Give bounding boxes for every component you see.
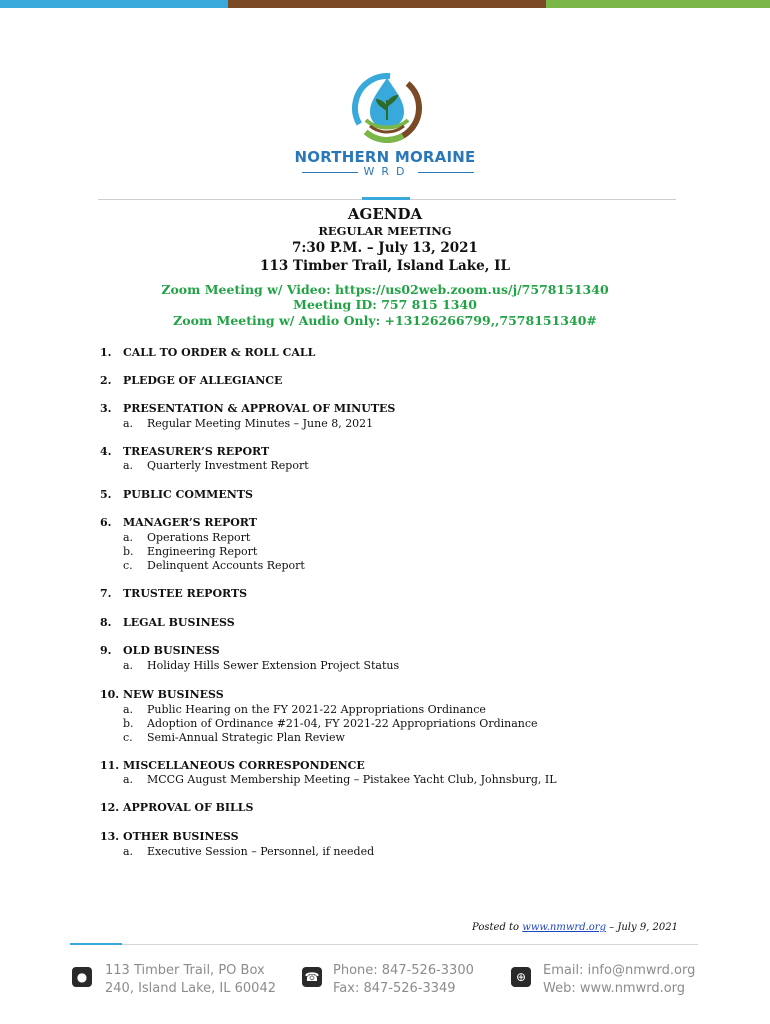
meeting-type: REGULAR MEETING bbox=[318, 224, 452, 238]
item-label: PLEDGE OF ALLEGIANCE bbox=[123, 374, 283, 387]
globe-icon: ⊕ bbox=[511, 967, 531, 987]
agenda-sub-item bbox=[123, 717, 538, 730]
sub-letter: b. bbox=[123, 545, 134, 558]
agenda-sub-item bbox=[123, 545, 257, 558]
agenda-item bbox=[100, 759, 365, 772]
sub-text: Delinquent Accounts Report bbox=[147, 559, 305, 572]
sub-text: Regular Meeting Minutes – June 8, 2021 bbox=[147, 417, 374, 430]
item-label: CALL TO ORDER & ROLL CALL bbox=[123, 346, 316, 359]
sub-letter: b. bbox=[123, 717, 134, 730]
posted-prefix: Posted to bbox=[472, 922, 523, 933]
agenda-sub-item bbox=[123, 703, 486, 716]
address-line-2: 240, Island Lake, IL 60042 bbox=[105, 981, 276, 996]
item-number: 13. bbox=[100, 830, 120, 843]
footer-rule-accent bbox=[70, 943, 122, 945]
sub-letter: a. bbox=[123, 773, 134, 786]
fax-line: Fax: 847-526-3349 bbox=[333, 981, 456, 996]
footer-phone bbox=[333, 962, 474, 998]
item-number: 11. bbox=[100, 759, 120, 772]
posted-note bbox=[472, 922, 678, 933]
top-bar-green bbox=[546, 0, 770, 8]
sub-letter: a. bbox=[123, 417, 134, 430]
top-bar-brown bbox=[228, 0, 546, 8]
meeting-address: 113 Timber Trail, Island Lake, IL bbox=[260, 258, 510, 274]
item-number: 10. bbox=[100, 688, 120, 701]
agenda-sub-item bbox=[123, 559, 305, 572]
sub-text: Engineering Report bbox=[147, 545, 258, 558]
sub-text: Executive Session – Personnel, if needed bbox=[147, 845, 375, 858]
agenda-item bbox=[100, 374, 282, 387]
agenda-sub-item bbox=[123, 773, 557, 786]
item-label: TRUSTEE REPORTS bbox=[123, 587, 248, 600]
agenda-item bbox=[100, 587, 247, 600]
item-number: 6. bbox=[100, 516, 112, 529]
item-label: TREASURER’S REPORT bbox=[123, 445, 270, 458]
agenda-item bbox=[100, 644, 220, 657]
posted-link[interactable]: www.nmwrd.org bbox=[522, 922, 606, 933]
brand-name: NORTHERN MORAINE bbox=[294, 148, 476, 166]
item-label: OLD BUSINESS bbox=[123, 644, 220, 657]
sub-text: Adoption of Ordinance #21-04, FY 2021-22 Appropriations Ordinance bbox=[147, 717, 538, 730]
footer-rule bbox=[70, 944, 698, 945]
item-number: 7. bbox=[100, 587, 112, 600]
agenda-title: AGENDA bbox=[347, 205, 423, 223]
agenda-sub-item bbox=[123, 459, 309, 472]
posted-suffix: – July 9, 2021 bbox=[605, 922, 678, 933]
footer-contact bbox=[543, 962, 695, 998]
item-number: 5. bbox=[100, 488, 112, 501]
agenda-item bbox=[100, 402, 395, 415]
telephone-icon: ☎ bbox=[302, 967, 322, 987]
sub-text: Operations Report bbox=[147, 531, 251, 544]
header-rule-accent bbox=[362, 197, 410, 200]
agenda-item bbox=[100, 801, 253, 814]
location-pin-icon: ● bbox=[72, 967, 92, 987]
sub-letter: c. bbox=[123, 559, 133, 572]
brand-sub-text: WRD bbox=[363, 165, 412, 178]
top-bar-blue bbox=[0, 0, 228, 8]
agenda-item bbox=[100, 488, 253, 501]
sub-text: Quarterly Investment Report bbox=[147, 459, 309, 472]
zoom-video-link[interactable]: Zoom Meeting w/ Video: https://us02web.zoom.us/j/7578151340 bbox=[161, 282, 609, 297]
sub-letter: c. bbox=[123, 731, 133, 744]
item-label: MANAGER’S REPORT bbox=[123, 516, 257, 529]
item-number: 1. bbox=[100, 346, 112, 359]
item-number: 3. bbox=[100, 402, 112, 415]
item-label: PRESENTATION & APPROVAL OF MINUTES bbox=[123, 402, 396, 415]
agenda-sub-item bbox=[123, 731, 345, 744]
meeting-time: 7:30 P.M. – July 13, 2021 bbox=[292, 240, 478, 256]
sub-text: Public Hearing on the FY 2021-22 Appropriations Ordinance bbox=[147, 703, 486, 716]
agenda-sub-item bbox=[123, 531, 250, 544]
sub-text: Holiday Hills Sewer Extension Project Status bbox=[147, 659, 400, 672]
item-label: MISCELLANEOUS CORRESPONDENCE bbox=[123, 759, 365, 772]
sub-letter: a. bbox=[123, 845, 134, 858]
agenda-item bbox=[100, 830, 239, 843]
footer-address bbox=[105, 962, 276, 998]
agenda-sub-item bbox=[123, 659, 399, 672]
item-number: 8. bbox=[100, 616, 112, 629]
top-color-bar bbox=[0, 0, 770, 8]
agenda-sub-item bbox=[123, 845, 374, 858]
item-number: 9. bbox=[100, 644, 112, 657]
sub-letter: a. bbox=[123, 703, 134, 716]
phone-line: Phone: 847-526-3300 bbox=[333, 963, 474, 978]
sub-text: Semi-Annual Strategic Plan Review bbox=[147, 731, 345, 744]
agenda-item bbox=[100, 516, 257, 529]
zoom-audio: Zoom Meeting w/ Audio Only: +13126266799,,7578151340# bbox=[173, 313, 597, 328]
item-label: OTHER BUSINESS bbox=[123, 830, 239, 843]
item-number: 12. bbox=[100, 801, 120, 814]
agenda-item bbox=[100, 346, 315, 359]
email-line[interactable]: Email: info@nmwrd.org bbox=[543, 963, 696, 978]
sub-letter: a. bbox=[123, 531, 134, 544]
item-number: 4. bbox=[100, 445, 112, 458]
sub-text: MCCG August Membership Meeting – Pistakee Yacht Club, Johnsburg, IL bbox=[147, 773, 557, 786]
zoom-meeting-id: Meeting ID: 757 815 1340 bbox=[293, 297, 477, 312]
item-label: NEW BUSINESS bbox=[123, 688, 224, 701]
agenda-sub-item bbox=[123, 417, 373, 430]
sub-letter: a. bbox=[123, 659, 134, 672]
agenda-item bbox=[100, 688, 224, 701]
item-number: 2. bbox=[100, 374, 112, 387]
sub-letter: a. bbox=[123, 459, 134, 472]
agenda-item bbox=[100, 445, 269, 458]
item-label: PUBLIC COMMENTS bbox=[123, 488, 253, 501]
brand-sub bbox=[285, 165, 490, 178]
item-label: LEGAL BUSINESS bbox=[123, 616, 235, 629]
web-line[interactable]: Web: www.nmwrd.org bbox=[543, 981, 686, 996]
item-label: APPROVAL OF BILLS bbox=[123, 801, 254, 814]
address-line-1: 113 Timber Trail, PO Box bbox=[105, 963, 265, 978]
agenda-item bbox=[100, 616, 235, 629]
